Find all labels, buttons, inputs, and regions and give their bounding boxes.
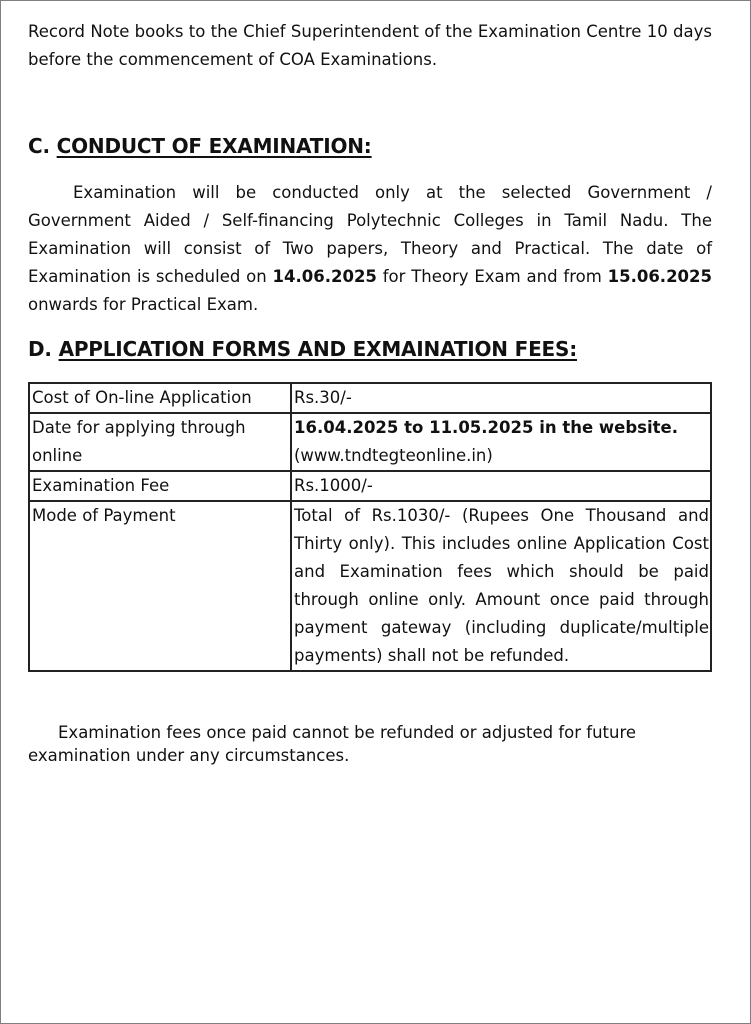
theory-date: 14.06.2025	[272, 267, 377, 286]
section-d-heading	[28, 337, 712, 361]
fees-note-text: Examination fees once paid cannot be refunded or adjusted for future examination under any circumstances.	[28, 723, 637, 765]
fees-table	[28, 382, 712, 672]
row-value	[291, 413, 711, 471]
table-row	[29, 383, 711, 413]
conduct-paragraph	[28, 179, 712, 319]
row-label: Date for applying through online	[29, 413, 291, 471]
intro-paragraph: Record Note books to the Chief Superintendent of the Examination Centre 10 days before the commencement of COA Examinations.	[28, 22, 712, 69]
conduct-text-3: onwards for Practical Exam.	[28, 295, 259, 314]
row-value: Rs.30/-	[291, 383, 711, 413]
practical-date: 15.06.2025	[607, 267, 712, 286]
section-d-title: APPLICATION FORMS AND EXMAINATION FEES:	[58, 337, 577, 361]
section-d-prefix: D.	[28, 337, 59, 361]
conduct-text-1: Examination will be conducted only at the selected Government / Government Aided / Self-financing Polytechnic Colleges in Tamil Nadu. The Examination will consist of Two papers, Theory and Practical. The date of Examination is scheduled on	[28, 183, 712, 286]
conduct-text-2: for Theory Exam and from	[376, 267, 608, 286]
section-c-title: CONDUCT OF EXAMINATION:	[56, 134, 372, 158]
website-link[interactable]: (www.tndtegteonline.in)	[294, 446, 493, 465]
row-label: Mode of Payment	[29, 501, 291, 671]
table-row	[29, 471, 711, 501]
row-value: Total of Rs.1030/- (Rupees One Thousand and Thirty only). This includes online Application Cost and Examination fees which should be paid through online only. Amount once paid through payment gateway (including duplicate/multiple payments) shall not be refunded.	[291, 501, 711, 671]
row-value: Rs.1000/-	[291, 471, 711, 501]
application-dates: 16.04.2025 to 11.05.2025 in the website.	[294, 418, 679, 437]
row-label: Cost of On-line Application	[29, 383, 291, 413]
section-c-prefix: C.	[28, 134, 57, 158]
row-label: Examination Fee	[29, 471, 291, 501]
table-row	[29, 413, 711, 471]
section-c-heading	[28, 134, 712, 158]
fees-note	[28, 721, 712, 767]
table-row	[29, 501, 711, 671]
